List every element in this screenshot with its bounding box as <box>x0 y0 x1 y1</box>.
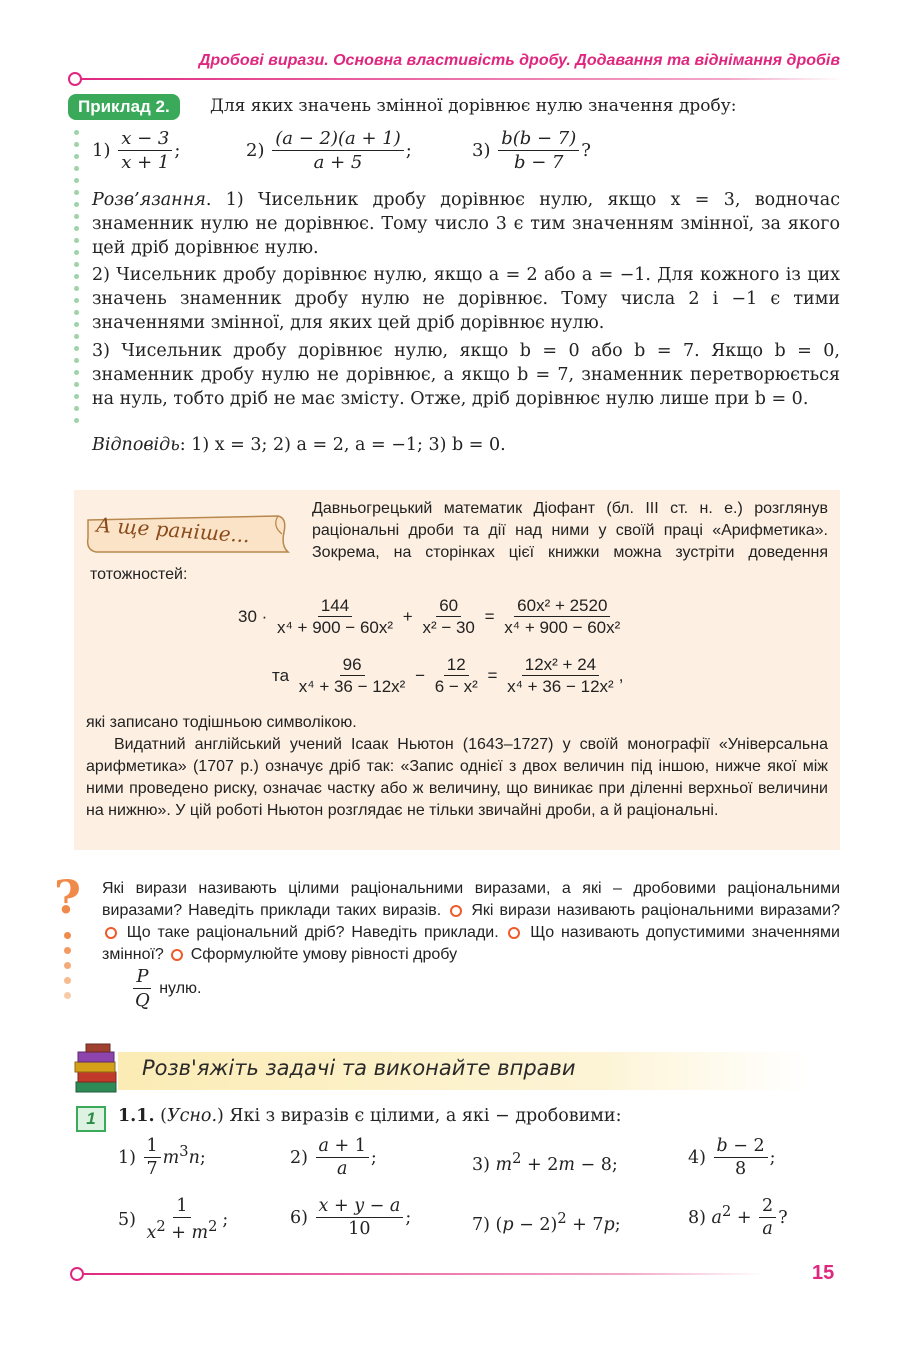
bullet-circle-icon <box>105 927 117 939</box>
bullet-circle-icon <box>450 905 462 917</box>
task-item-6: 6) $\frac{x + y - a}{10}$ ; <box>290 1196 412 1239</box>
task-item-2: 2) $\frac{a + 1}{a}$ ; <box>290 1136 377 1179</box>
example-item-1: 1) $\frac{x - 3}{x + 1}$ ; <box>92 128 181 173</box>
identity-1: 30 · $\frac{144}{\text{x⁴ + 900 − 60x²}}$ + $\frac{60}{\text{x² − 30}}$ = $\frac{\text{60x² + 2520}}{\text{x⁴ + 900 − 60x²}}$ <box>238 596 621 638</box>
task-1-1-statement: 1.1. (Усно.) Які з виразів є цілими, а які − дробовими: <box>118 1106 622 1126</box>
bullet-circle-icon <box>171 949 183 961</box>
example-dotted-margin <box>74 130 80 430</box>
task-item-3: 3) $m^2 + 2m - 8$; <box>472 1150 618 1175</box>
review-question-fraction: $\frac{P}{Q}$ нулю. <box>135 966 202 1011</box>
example-badge: Приклад 2. <box>68 94 180 120</box>
bullet-circle-icon <box>508 927 520 939</box>
history-banner-text: А ще раніше... <box>95 512 251 548</box>
tasks-title: Розв'яжіть задачі та виконайте вправи <box>142 1056 576 1080</box>
solution-paragraph-1: Розв’язання. 1) Чисельник дробу дорівнює нулю, якщо x = 3, водночас знаменник нулю не дорівнює. Тому число 3 є тим значенням змінної, за якого цей дріб дорівнює нулю. <box>92 190 840 258</box>
example-item-2: 2) $\frac{(a - 2)(a + 1)}{a + 5}$ ; <box>246 128 412 173</box>
solution-paragraph-3: 3) Чисельник дробу дорівнює нулю, якщо b = 0 або b = 7. Якщо b = 0, знаменник дробу нулю не дорівнює, а якщо b = 7, знаменник перетворюється на нуль, тобто дріб не має змісту. Отже, дріб дорівнює нулю лише при b = 0. <box>92 341 840 409</box>
example-question: Для яких значень змінної дорівнює нулю значення дробу: <box>210 96 737 116</box>
task-item-1: 1) $\frac{1}{7}$ $m^3n$; <box>118 1136 206 1179</box>
identity-2: та $\frac{96}{\text{x⁴ + 36 − 12x²}}$ − $\frac{12}{\text{6 − x²}}$ = $\frac{\text{12x² + 24}}{\text{x⁴ + 36 − 12x²}}$ , <box>272 655 624 697</box>
history-intro: Давньогрецький математик Діофант (бл. III ст. н. е.) розглянув раціональні дроби та дії над ними у своїй праці «Арифметика». Зокрема, на сторінках цієї книжки можна зустріти доведення тотожностей: <box>90 500 828 583</box>
solution-paragraph-2: 2) Чисельник дробу дорівнює нулю, якщо a = 2 або a = −1. Для кожного із цих значень знаменник дробу нулю не дорівнює. Тому числа 2 і −1 є тими значеннями змінної, для яких цей дріб дорівнює нулю. <box>92 265 840 333</box>
task-item-7: 7) $(p - 2)^2 + 7p$; <box>472 1210 621 1235</box>
question-mark-icon: ? <box>54 870 81 924</box>
header-rule-circle <box>68 72 82 86</box>
books-icon <box>72 1042 124 1096</box>
task-item-5: 5) $\frac{1}{x^2 + m^2}$ ; <box>118 1196 229 1243</box>
review-questions: Які вирази називають цілими раціональними виразами, а які – дробовими раціональними виразами? Наведіть приклади таких виразів. Які вирази називають раціональними виразами? Що таке раціональний дріб? Наведіть приклади. Що називають допустимими значеннями змінної? Сформулюйте умову рівності дробу <box>102 880 840 963</box>
running-header: Дробові вирази. Основна властивість дробу. Додавання та віднімання дробів <box>198 52 840 69</box>
history-newton-text: Видатний англійський учений Ісаак Ньютон (1643–1727) у своїй монографії «Універсальна арифметика» (1707 р.) означує дріб так: «Запис однієї з двох величин під іншою, нижче якої між ними проведено риску, означає частку або ж величину, що виникає при діленні верхньої величини на нижню». У цій роботі Ньютон розглядає не тільки звичайні дроби, а й раціональні. <box>86 736 828 819</box>
footer-rule-circle <box>70 1267 84 1281</box>
solution-answer: Відповідь: 1) x = 3; 2) a = 2, a = −1; 3) b = 0. <box>92 435 506 455</box>
task-item-4: 4) $\frac{b - 2}{8}$ ; <box>688 1136 776 1179</box>
header-rule <box>74 78 844 80</box>
level-badge: 1 <box>76 1106 106 1132</box>
question-dots <box>64 932 71 1007</box>
page-number: 15 <box>812 1262 835 1284</box>
history-after-text: які записано тодішньою символікою. <box>86 714 357 731</box>
example-item-3: 3) $\frac{b(b - 7)}{b - 7}$ ? <box>472 128 591 173</box>
task-item-8: 8) $a^2$ + $\frac{2}{a}$ ? <box>688 1196 788 1239</box>
footer-rule <box>74 1273 764 1275</box>
